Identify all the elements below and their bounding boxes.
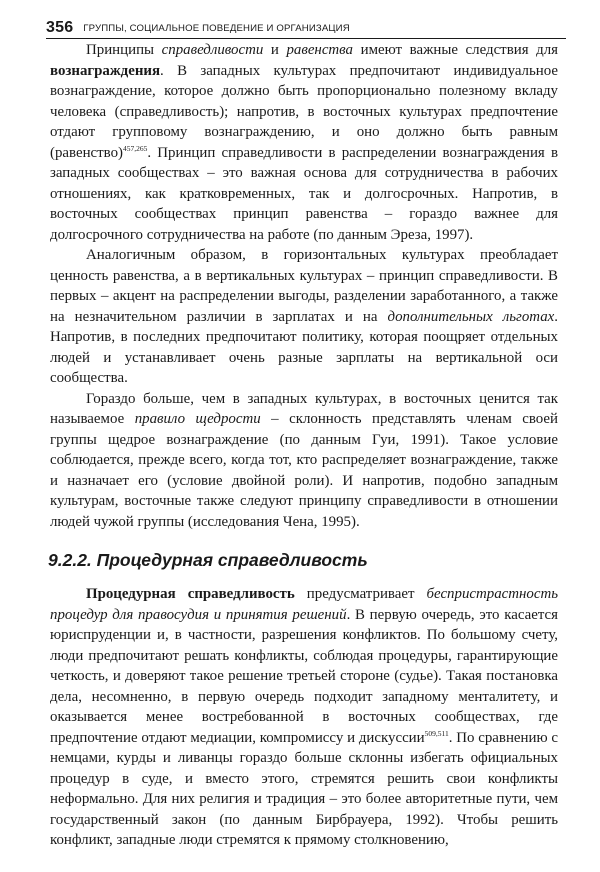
paragraph-1: Принципы справедливости и равенства имеют важные следствия для вознаграждения. В западных культурах предпочитают индивидуальное вознаграждение, которое должно быть пропорционально полезному вкладу человека (справедливость); напротив, в восточных культурах предпочтение отдают групповому вознаграждению, и оно должно быть равным (равенство)$^{457,265}$. Принцип справедливости в распределении вознаграждения в западных сообществах – это важная основа для сотрудничества в рабочих отношениях, как кратковременных, так и долгосрочных. Напротив, в восточных сообществах принцип равенства – гораздо важнее для долгосрочного сотрудничества на работе (по данным Эреза, 1997). [50, 42, 558, 243]
term-equality: равенства [286, 42, 353, 58]
paragraph-2: Аналогичным образом, в горизонтальных культурах преобладает ценность равенства, а в вертикальных культурах – принцип справедливости. В первых – акцент на распределении выгоды, разделении заработанного, а также на незначительном различии в зарплатах и на дополнительных льготах. Напротив, в последних предпочитают политику, которая поощряет отдельных людей и устанавливает очень разные зарплаты на вертикальной оси сообщества. [50, 247, 558, 386]
section-heading: 9.2.2. Процедурная справедливость [48, 550, 368, 570]
term-generosity-rule: правило щедрости [134, 411, 261, 427]
body-text [50, 40, 558, 851]
term-procedural-justice: Процедурная справедливость [86, 586, 295, 602]
term-justice: справедливости [161, 42, 264, 58]
footnote-ref: 457,265 [122, 143, 148, 153]
running-head [46, 16, 566, 39]
paragraph-4: Процедурная справедливость предусматривает беспристрастность процедур для правосудия и принятия решений. В первую очередь, это касается юриспруденции и, в частности, разрешения конфликтов. По большому счету, люди предпочитают решать конфликты, соблюдая процедуры, гарантирующие четкость, и доверяют такое решение третьей стороне (судье). Такая постановка дела, несомненно, в первую очередь подходит западному менталитету, и оказывается менее востребованной в восточных сообществах, где предпочтение отдают медиации, компромиссу и дискуссии$^{509,511}$. По сравнению с немцами, курды и ливанцы гораздо больше склонны избегать официальных процедур в суде, и вместо этого, стремятся решить свои конфликты неформально. Для них религия и традиция – это более авторитетные пути, чем государственный закон (по данным Бирбрауера, 1992). Чтобы решить конфликт, западные люди стремятся к прямому столкновению, [50, 586, 558, 848]
footnote-ref: 509,511 [424, 728, 449, 738]
running-title: ГРУППЫ, СОЦИАЛЬНОЕ ПОВЕДЕНИЕ И ОРГАНИЗАЦИЯ [83, 23, 350, 34]
paragraph-3: Гораздо больше, чем в западных культурах, в восточных ценится так называемое правило щедрости – склонность представлять членам своей группы щедрое вознаграждение (по данным Гуи, 1991). Такое условие соблюдается, прежде всего, когда тот, кто распределяет вознаграждение, также и назначает его (условие двойной роли). И напротив, подобно западным культурам, восточные также следуют принципу справедливости в отношении людей чужой группы (исследования Чена, 1995). [50, 390, 558, 530]
term-impartiality: беспристрастность процедур для правосудия и принятия решений [50, 586, 558, 623]
term-reward: вознаграждения [50, 62, 161, 79]
page-number: 356 [46, 19, 74, 36]
term-extra-benefits: дополнительных льготах [387, 308, 555, 325]
